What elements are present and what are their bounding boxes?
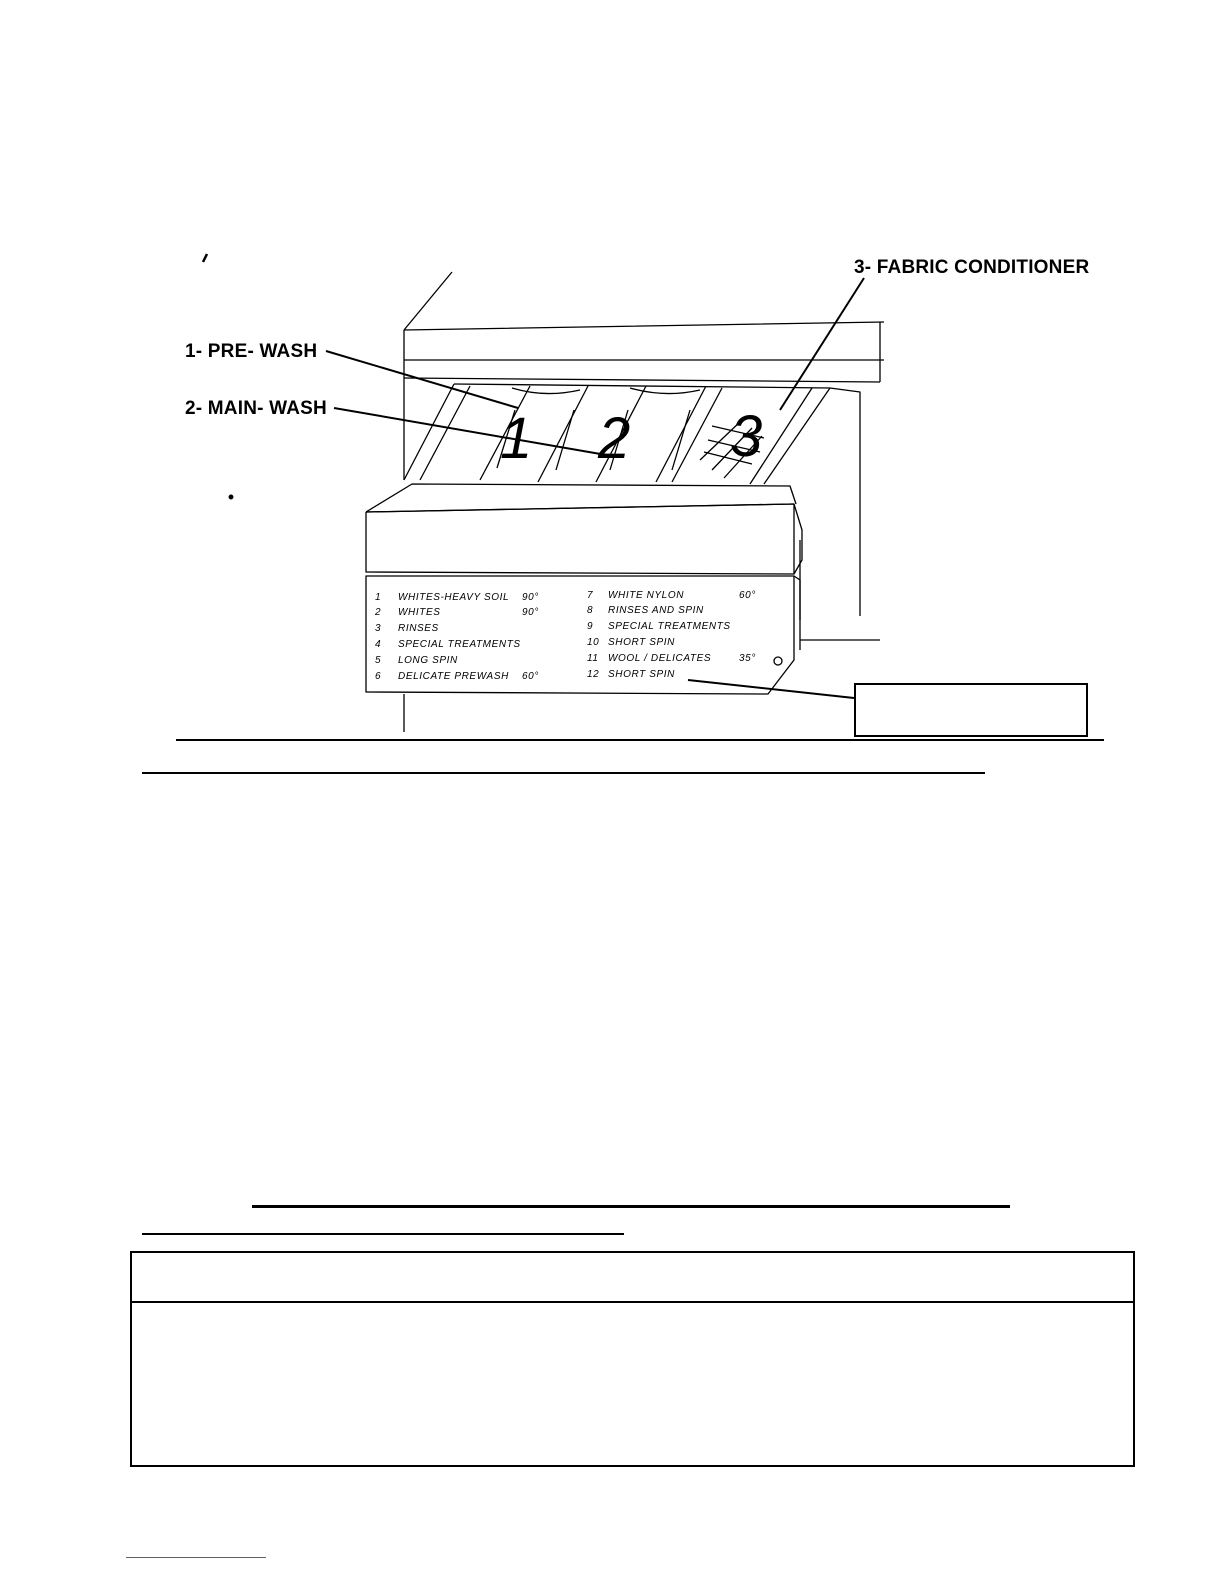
- rule-4: [142, 1233, 624, 1235]
- programme-row: 2: [375, 607, 382, 618]
- compartment-number-3: 3: [730, 404, 763, 469]
- answer-table-body[interactable]: [132, 1303, 1133, 1465]
- footer-link-underline[interactable]: [126, 1557, 266, 1558]
- programme-name: SHORT SPIN: [608, 669, 675, 680]
- rule-2: [142, 772, 985, 774]
- compartment-number-1: 1: [500, 406, 533, 471]
- programme-name: LONG SPIN: [398, 655, 458, 666]
- programme-row: 5: [375, 655, 382, 666]
- programme-row: 12: [587, 669, 600, 680]
- programme-name: WHITES-HEAVY SOIL: [398, 592, 510, 603]
- programme-row: 9: [587, 621, 594, 632]
- answer-table: [130, 1251, 1135, 1467]
- programme-name: WHITE NYLON: [608, 590, 685, 601]
- programme-row: 4: [375, 639, 382, 650]
- programme-row: 3: [375, 623, 382, 634]
- programme-name: WHITES: [398, 607, 441, 618]
- programme-name: WOOL / DELICATES: [608, 653, 712, 664]
- programme-row: 8: [587, 605, 594, 616]
- callout-pre-wash: 1- PRE- WASH: [185, 341, 318, 362]
- compartment-number-2: 2: [598, 406, 631, 471]
- answer-table-header[interactable]: [132, 1253, 1133, 1303]
- programme-name: RINSES: [398, 623, 439, 634]
- programme-name: SPECIAL TREATMENTS: [608, 621, 731, 632]
- programme-name: SHORT SPIN: [608, 637, 675, 648]
- programme-name: RINSES AND SPIN: [608, 605, 704, 616]
- programme-temp: 60°: [522, 671, 539, 682]
- rule-3: [252, 1205, 1010, 1208]
- programme-temp: 90°: [522, 592, 539, 603]
- callout-fabric-conditioner: 3- FABRIC CONDITIONER: [854, 257, 1090, 278]
- programme-row: 11: [587, 653, 599, 664]
- callout-main-wash: 2- MAIN- WASH: [185, 398, 327, 419]
- programme-temp: 35°: [739, 653, 756, 664]
- programme-temp: 60°: [739, 590, 756, 601]
- answer-label-box[interactable]: [854, 683, 1088, 737]
- programme-row: 10: [587, 637, 600, 648]
- programme-row: 6: [375, 671, 382, 682]
- programme-temp: 90°: [522, 607, 539, 618]
- programme-name: DELICATE PREWASH: [398, 671, 509, 682]
- rule-under-drawing: [176, 739, 1104, 741]
- programme-row: 1: [375, 592, 382, 603]
- programme-row: 7: [587, 590, 594, 601]
- programme-name: SPECIAL TREATMENTS: [398, 639, 521, 650]
